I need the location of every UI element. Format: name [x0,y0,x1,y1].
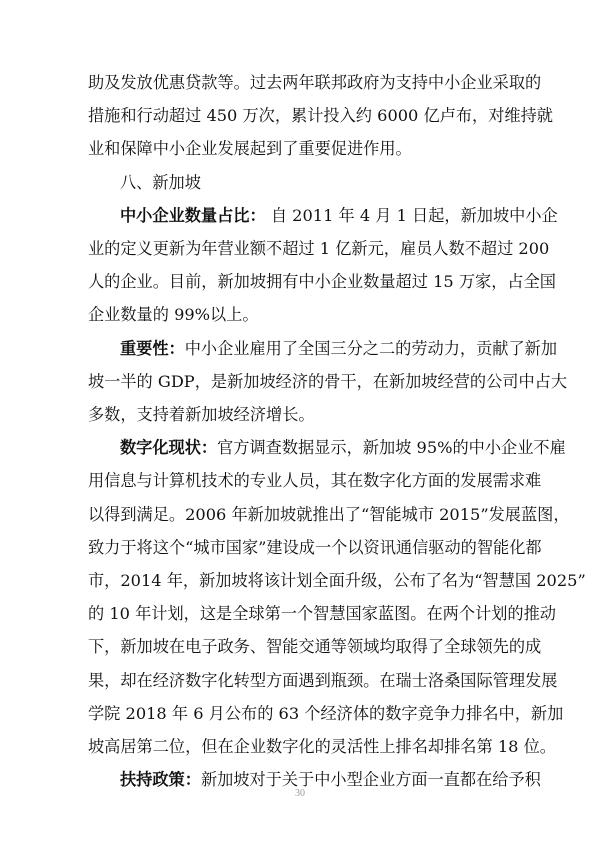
text-line-18: 下，新加坡在电子政务、智能交通等领域均取得了全球领先的成 [88,637,542,657]
text-line-2: 措施和行动超过 450 万次，累计投入约 6000 亿卢布，对维持就 [88,106,553,126]
text-line-14: 以得到满足。2006 年新加坡就推出了“智能城市 2015”发展蓝图， [88,504,570,524]
text-line-11: 多数，支持着新加坡经济增长。 [88,405,315,424]
text-line-15: 致力于将这个“城市国家”建设成一个以资讯通信驱动的智能化都 [88,537,542,557]
importance-label: 重要性： [120,338,185,358]
paragraph-digital-start [120,433,566,463]
importance-text: 中小企业雇用了全国三分之二的劳动力，贡献了新加 [184,338,558,358]
policy-text: 新加坡对于关于中小型企业方面一直都在给予积 [200,770,541,790]
sme-count-label: 中小企业数量占比： [120,205,266,225]
policy-label: 扶持政策： [120,770,201,790]
text-line-21: 坡高居第二位，但在企业数字化的灵活性上排名却排名第 18 位。 [88,737,556,756]
text-line-13: 用信息与计算机技术的专业人员，其在数字化方面的发展需求难 [88,471,542,491]
text-line-20: 学院 2018 年 6 月公布的 63 个经济体的数字竞争力排名中，新加 [88,703,564,723]
paragraph-importance-start [120,334,558,364]
text-line-1: 助及发放优惠贷款等。过去两年联邦政府为支持中小企业采取的 [88,73,542,92]
text-line-6: 业的定义更新为年营业额不超过 1 亿新元，雇员人数不超过 200 [88,239,550,258]
page-number: 30 [295,788,305,799]
section-heading: 八、新加坡 [120,172,201,192]
text-line-19: 果，却在经济数字化转型方面遇到瓶颈。在瑞士洛桑国际管理发展 [88,670,558,690]
paragraph-sme-count-start [120,201,558,231]
text-line-7: 人的企业。目前，新加坡拥有中小企业数量超过 15 万家，占全国 [88,272,556,292]
text-line-8: 企业数量的 99%以上。 [88,305,259,325]
text-line-10: 坡一半的 GDP，是新加坡经济的骨干，在新加坡经营的公司中占大 [88,371,568,391]
text-line-3: 业和保障中小企业发展起到了重要促进作用。 [88,139,412,159]
sme-count-text: 自 2011 年 4 月 1 日起，新加坡中小企 [265,205,558,225]
digital-status-text: 官方调查数据显示，新加坡 95%的中小企业不雇 [217,438,566,458]
digital-status-label: 数字化现状： [120,438,218,458]
text-line-16: 市，2014 年，新加坡将该计划全面升级，公布了名为“智慧国 2025” [88,571,586,590]
text-line-17: 的 10 年计划，这是全球第一个智慧国家蓝图。在两个计划的推动 [88,604,556,624]
